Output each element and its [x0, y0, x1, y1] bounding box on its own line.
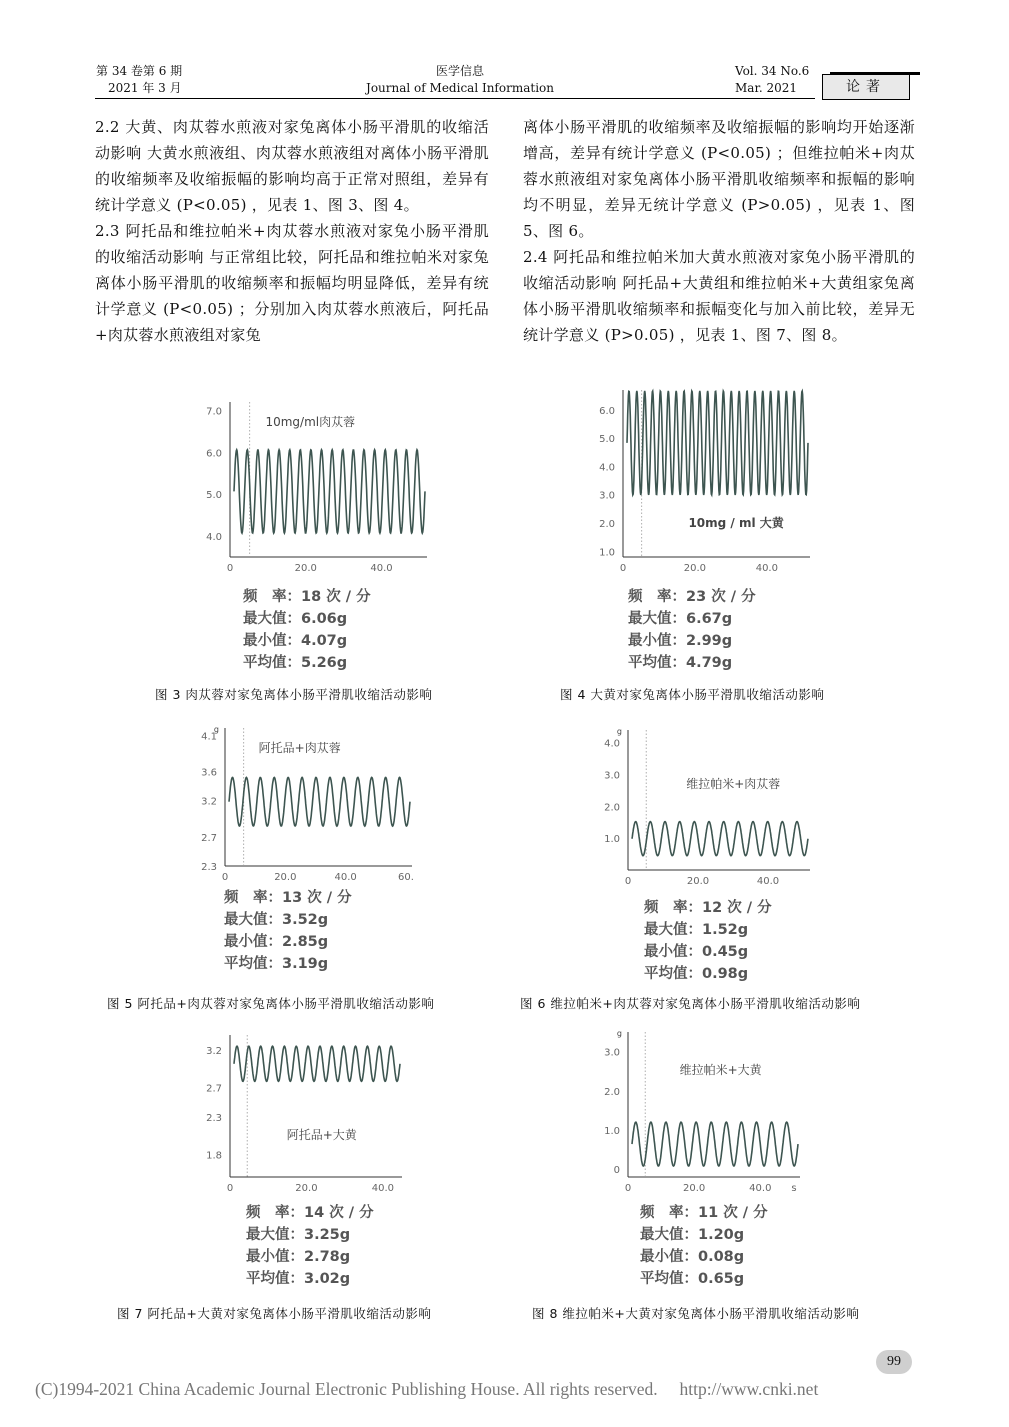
y-axis-label: g	[616, 727, 622, 736]
x-tick-label: 40.0	[371, 1183, 395, 1194]
figure-4-chart	[578, 380, 818, 577]
x-tick-label: 60.	[398, 872, 414, 883]
paragraph-2-4: 2.4 阿托品和维拉帕米加大黄水煎液对家兔小肠平滑肌的收缩活动影响 阿托品+大黄组和维拉帕米+大黄组家兔离体小肠平滑肌收缩频率和振幅变化与加入前比较，差异无统计学意义 (P>0.05) ，见表 1、图 7、图 8。	[523, 248, 915, 344]
figure-5-max: 最大值：3.52g	[224, 912, 329, 928]
y-tick-label: 3.2	[201, 796, 217, 808]
figure-6-chart	[583, 720, 818, 890]
y-tick-label: 2.3	[206, 1113, 222, 1125]
figure-8-max: 最大值：1.20g	[640, 1227, 745, 1243]
y-tick-label: 5.0	[599, 434, 615, 446]
x-tick-label: 20.0	[683, 1183, 706, 1194]
tension-trace	[632, 822, 808, 856]
journal-name-en: Journal of Medical Information	[366, 81, 554, 95]
figure-6-freq: 频 率：12 次 / 分	[644, 900, 772, 916]
y-tick-label: 1.0	[604, 1125, 620, 1137]
figure-3-min: 最小值：4.07g	[243, 633, 348, 649]
chart-annotation: 10mg/ml肉苁蓉	[265, 415, 356, 429]
figure-8-caption: 图 8 维拉帕米+大黄对家兔离体小肠平滑肌收缩活动影响	[532, 1306, 860, 1321]
tension-trace	[229, 777, 410, 826]
chart-annotation: 10mg / ml 大黄	[688, 516, 784, 530]
y-tick-label: 0	[613, 1165, 620, 1177]
figure-6-avg: 平均值：0.98g	[644, 966, 749, 982]
x-tick-label: 0	[226, 563, 234, 574]
y-tick-label: 3.0	[604, 1047, 620, 1059]
chart-annotation: 阿托品+肉苁蓉	[258, 741, 341, 755]
x-tick-label: 20.0	[295, 1183, 318, 1194]
copyright-footer: (C)1994-2021 China Academic Journal Electronic Publishing House. All rights reserved. http://www.cnki.net	[35, 1379, 819, 1399]
figure-6-stats	[644, 897, 772, 985]
x-tick-label: s	[791, 1183, 797, 1194]
x-tick-label: 20.0	[294, 563, 317, 574]
y-tick-label: 3.0	[604, 770, 620, 782]
x-tick-label: 40.0	[756, 876, 780, 887]
y-axis-label: g	[616, 1029, 622, 1038]
y-tick-label: 2.0	[599, 519, 615, 531]
left-column	[95, 114, 489, 348]
figure-5-min: 最小值：2.85g	[224, 934, 329, 950]
journal-date-en: Mar. 2021	[735, 81, 798, 95]
figure-6-min: 最小值：0.45g	[644, 944, 749, 960]
y-tick-label: 2.0	[604, 1086, 620, 1098]
y-tick-label: 5.0	[206, 490, 222, 502]
x-tick-label: 0	[226, 1183, 234, 1194]
figure-3-stats	[243, 586, 371, 674]
figure-4-freq: 频 率：23 次 / 分	[628, 589, 756, 605]
paragraph-2-3: 2.3 阿托品和维拉帕米+肉苁蓉水煎液对家兔小肠平滑肌的收缩活动影响 与正常组比较，阿托品和维拉帕米对家兔离体小肠平滑肌的收缩频率和振幅均明显降低，差异有统计学意义 (P<0.05) ；分别加入肉苁蓉水煎液后，阿托品+肉苁蓉水煎液组对家兔	[95, 222, 489, 344]
x-tick-label: 0	[619, 563, 627, 574]
figure-3-avg: 平均值：5.26g	[243, 655, 348, 671]
figure-7-freq: 频 率：14 次 / 分	[246, 1205, 374, 1221]
x-tick-label: 40.0	[749, 1183, 772, 1194]
x-tick-label: 20.0	[683, 563, 707, 574]
y-tick-label: 1.0	[604, 834, 620, 846]
y-tick-label: 2.7	[201, 832, 217, 844]
y-tick-label: 3.6	[201, 767, 217, 779]
figure-4-avg: 平均值：4.79g	[628, 655, 733, 671]
y-tick-label: 1.8	[206, 1150, 222, 1162]
figure-3-chart	[185, 392, 435, 577]
y-tick-label: 4.0	[604, 738, 620, 750]
y-tick-label: 6.0	[206, 448, 222, 460]
y-tick-label: 2.7	[206, 1083, 222, 1095]
y-tick-label: 7.0	[206, 406, 222, 418]
paragraph-2-3-cont: 离体小肠平滑肌的收缩频率及收缩振幅的影响均开始逐渐增高，差异有统计学意义 (P<0.05) ；但维拉帕米+肉苁蓉水煎液组对家兔离体小肠平滑肌收缩频率和振幅的影响均不明显，差异无统计学意义 (P>0.05) ，见表 1、图 5、图 6。	[523, 118, 915, 240]
tension-trace	[627, 391, 808, 495]
y-tick-label: 6.0	[599, 405, 615, 417]
figure-5-chart	[180, 718, 420, 886]
figure-7-min: 最小值：2.78g	[246, 1249, 351, 1265]
chart-annotation: 阿托品+大黄	[286, 1128, 357, 1142]
figure-8-stats	[640, 1202, 768, 1290]
y-axis-label: g	[213, 725, 219, 734]
x-tick-label: 20.0	[274, 872, 297, 883]
x-tick-label: 0	[221, 872, 229, 883]
y-tick-label: 1.0	[599, 547, 615, 559]
journal-date: 2021 年 3 月	[108, 81, 182, 95]
journal-volume-en: Vol. 34 No.6	[735, 64, 810, 78]
tension-trace	[234, 1046, 400, 1081]
figure-5-freq: 频 率：13 次 / 分	[224, 890, 352, 906]
y-tick-label: 2.0	[604, 802, 620, 814]
figure-3-freq: 频 率：18 次 / 分	[243, 589, 371, 605]
figure-8-chart	[583, 1022, 808, 1197]
figure-6-max: 最大值：1.52g	[644, 922, 749, 938]
x-tick-label: 40.0	[370, 563, 393, 574]
y-tick-label: 3.2	[206, 1045, 222, 1057]
y-tick-label: 3.0	[599, 490, 615, 502]
figure-8-avg: 平均值：0.65g	[640, 1271, 745, 1287]
chart-annotation: 维拉帕米+大黄	[679, 1063, 762, 1077]
figure-7-max: 最大值：3.25g	[246, 1227, 351, 1243]
x-tick-label: 0	[624, 1183, 632, 1194]
figure-7-caption: 图 7 阿托品+大黄对家兔离体小肠平滑肌收缩活动影响	[117, 1306, 432, 1321]
figure-3-caption: 图 3 肉苁蓉对家兔离体小肠平滑肌收缩活动影响	[155, 687, 433, 702]
figure-5-stats	[224, 887, 352, 975]
y-tick-label: 2.3	[201, 862, 217, 873]
figure-4-stats	[628, 586, 756, 674]
y-tick-label: 4.0	[599, 462, 615, 474]
figure-4-min: 最小值：2.99g	[628, 633, 733, 649]
x-tick-label: 40.0	[334, 872, 357, 883]
right-column	[523, 114, 915, 348]
chart-annotation: 维拉帕米+肉苁蓉	[686, 777, 781, 791]
figure-8-min: 最小值：0.08g	[640, 1249, 745, 1265]
figure-4-max: 最大值：6.67g	[628, 611, 733, 627]
x-tick-label: 0	[624, 876, 632, 887]
paragraph-2-2: 2.2 大黄、肉苁蓉水煎液对家兔离体小肠平滑肌的收缩活动影响 大黄水煎液组、肉苁蓉水煎液组对离体小肠平滑肌的收缩频率及收缩振幅的影响均高于正常对照组，差异有统计学意义 (P<0.05) ，见表 1、图 3、图 4。	[95, 118, 489, 214]
figure-7-chart	[185, 1025, 410, 1197]
y-tick-label: 4.1	[201, 731, 217, 743]
header-rule	[95, 98, 815, 99]
y-tick-label: 4.0	[206, 532, 222, 544]
journal-volume: 第 34 卷第 6 期	[96, 64, 183, 78]
figure-8-freq: 频 率：11 次 / 分	[640, 1205, 768, 1221]
figure-7-stats	[246, 1202, 374, 1290]
figure-3-max: 最大值：6.06g	[243, 611, 348, 627]
x-tick-label: 40.0	[755, 563, 778, 574]
figure-7-avg: 平均值：3.02g	[246, 1271, 351, 1287]
figure-6-caption: 图 6 维拉帕米+肉苁蓉对家兔离体小肠平滑肌收缩活动影响	[520, 996, 861, 1011]
figure-4-caption: 图 4 大黄对家兔离体小肠平滑肌收缩活动影响	[560, 687, 825, 702]
page-number: 99	[876, 1350, 912, 1374]
tension-trace	[234, 450, 425, 533]
journal-name-cn: 医学信息	[435, 64, 484, 78]
tension-trace	[632, 1122, 798, 1166]
figure-5-caption: 图 5 阿托品+肉苁蓉对家兔离体小肠平滑肌收缩活动影响	[107, 996, 435, 1011]
x-tick-label: 20.0	[686, 876, 710, 887]
figure-5-avg: 平均值：3.19g	[224, 956, 329, 972]
section-tag: 论著	[822, 74, 910, 100]
